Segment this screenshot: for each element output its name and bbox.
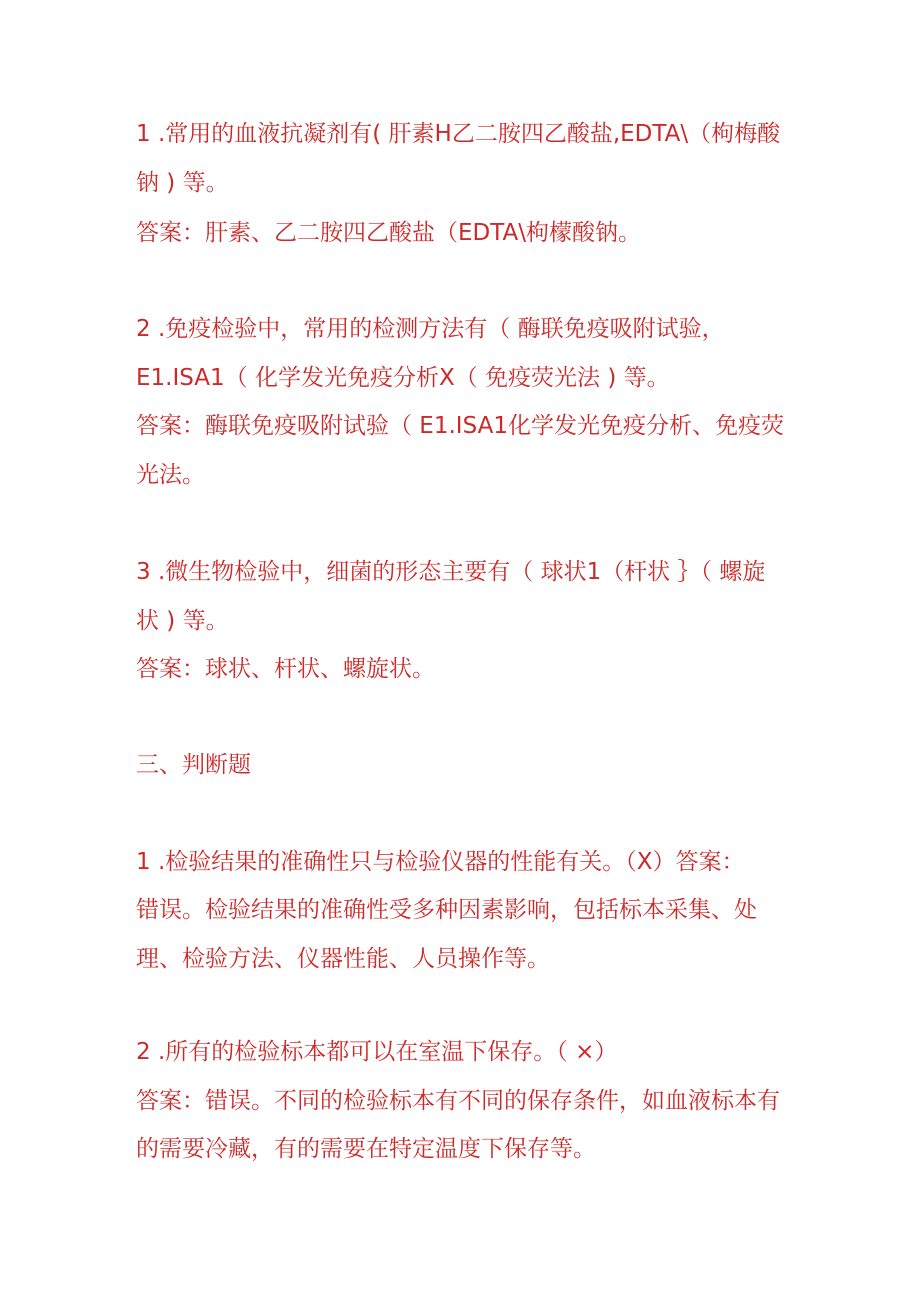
q1-answer: 答案：肝素、乙二胺四乙酸盐（EDTA\枸檬酸钠。	[136, 220, 641, 246]
q2-answer-line-2: 光法。	[136, 462, 205, 488]
section-heading-true-false: 三、判断题	[136, 752, 251, 778]
q2-text-line-2: E1.ISA1（ 化学发光免疫分析X（ 免疫荧光法 ) 等。	[136, 365, 670, 391]
tf1-text-line-3: 理、检验方法、仪器性能、人员操作等。	[136, 946, 550, 972]
tf2-text: 2 .所有的检验标本都可以在室温下保存。（ ×）	[136, 1039, 618, 1065]
q2-text-line-1: 2 .免疫检验中，常用的检测方法有（ 酶联免疫吸附试验，	[136, 316, 725, 342]
tf2-answer-line-2: 的需要冷藏，有的需要在特定温度下保存等。	[136, 1136, 596, 1162]
tf2-answer-line-1: 答案：错误。不同的检验标本有不同的保存条件，如血液标本有	[136, 1088, 780, 1114]
q1-text-line-2: 钠 ) 等。	[136, 170, 229, 196]
tf1-text-line-1: 1 .检验结果的准确性只与检验仪器的性能有关。（X）答案：	[136, 849, 745, 875]
q2-answer-line-1: 答案：酶联免疫吸附试验（ E1.ISA1化学发光免疫分析、免疫荧	[136, 413, 784, 439]
q3-text-line-2: 状 ) 等。	[136, 608, 229, 634]
tf1-text-line-2: 错误。检验结果的准确性受多种因素影响，包括标本采集、处	[136, 897, 757, 923]
q3-text-line-1: 3 .微生物检验中，细菌的形态主要有（ 球状1（杆状 ｝（ 螺旋	[136, 559, 766, 585]
q1-text-line-1: 1 .常用的血液抗凝剂有( 肝素H乙二胺四乙酸盐,EDTA\（枸梅酸	[136, 121, 781, 147]
q3-answer: 答案：球状、杆状、螺旋状。	[136, 656, 435, 682]
